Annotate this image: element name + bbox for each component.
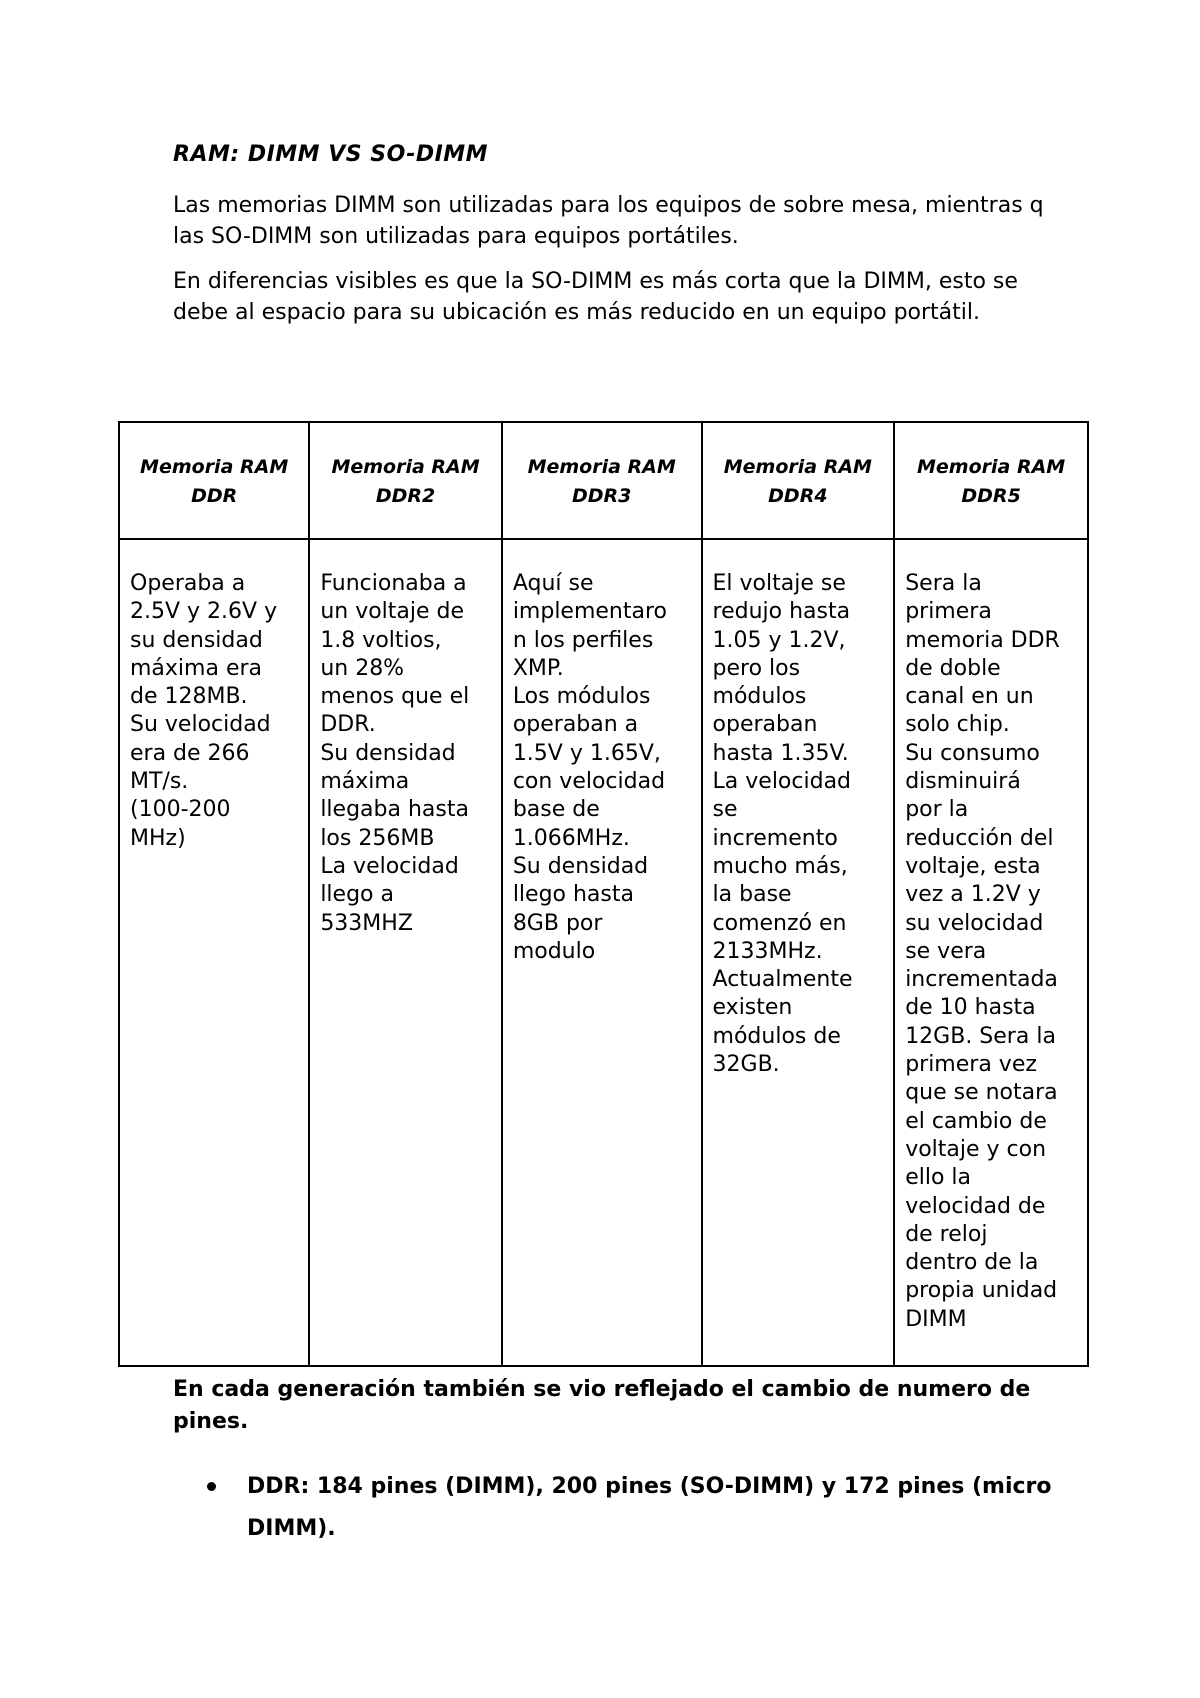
pins-summary: En cada generación también se vio reflejado el cambio de numero de pines. [173, 1377, 1031, 1434]
header-ddr2 [309, 422, 502, 539]
document-title: RAM: DIMM VS SO-DIMM [173, 142, 489, 167]
header-ddr5 [894, 422, 1088, 539]
table-header-row [119, 422, 1088, 539]
list-item-text: DDR: 184 pines (DIMM), 200 pines (SO-DIMM) y 172 pines (micro DIMM). [247, 1474, 1052, 1541]
cell-ddr5: Sera la primera memoria DDR de doble canal en un solo chip. Su consumo disminuirá por la reducción del voltaje, esta vez a 1.2V y su velocidad se vera incrementada de 10 hasta 12GB. Sera la primera vez que se notara el cambio de voltaje y con ello la velocidad de de reloj dentro de la propia unidad DIMM [894, 539, 1088, 1366]
cell-ddr3: Aquí se implementaro n los perfiles XMP. Los módulos operaban a 1.5V y 1.65V, con velocidad base de 1.066MHz. Su densidad llego hasta 8GB por modulo [502, 539, 702, 1366]
table-row [119, 539, 1088, 1366]
header-ddr3 [502, 422, 702, 539]
cell-ddr4: El voltaje se redujo hasta 1.05 y 1.2V, pero los módulos operaban hasta 1.35V. La velocidad se incremento mucho más, la base comenzó en 2133MHz. Actualmente existen módulos de 32GB. [702, 539, 895, 1366]
list-item [173, 1466, 1053, 1550]
header-ddr3-label: Memoria RAM DDR3 [527, 456, 676, 507]
cell-ddr2: Funcionaba a un voltaje de 1.8 voltios, un 28% menos que el DDR. Su densidad máxima llegaba hasta los 256MB La velocidad llego a 533MHZ [309, 539, 502, 1366]
paragraph-usage: Las memorias DIMM son utilizadas para los equipos de sobre mesa, mientras q las SO-DIMM son utilizadas para equipos portátiles. [173, 193, 1044, 249]
cell-ddr: Operaba a 2.5V y 2.6V y su densidad máxima era de 128MB. Su velocidad era de 266 MT/s. (100-200 MHz) [119, 539, 309, 1366]
header-ddr [119, 422, 309, 539]
pins-list [173, 1466, 1053, 1550]
header-ddr4 [702, 422, 895, 539]
header-ddr2-label: Memoria RAM DDR2 [331, 456, 480, 507]
header-ddr-label: Memoria RAM DDR [140, 456, 289, 507]
paragraph-differences: En diferencias visibles es que la SO-DIMM es más corta que la DIMM, esto se debe al espacio para su ubicación es más reducido en un equipo portátil. [173, 269, 1018, 325]
bullet-icon [207, 1482, 216, 1491]
header-ddr5-label: Memoria RAM DDR5 [916, 456, 1066, 507]
header-ddr4-label: Memoria RAM DDR4 [723, 456, 872, 507]
ram-comparison-table [118, 421, 1089, 1367]
